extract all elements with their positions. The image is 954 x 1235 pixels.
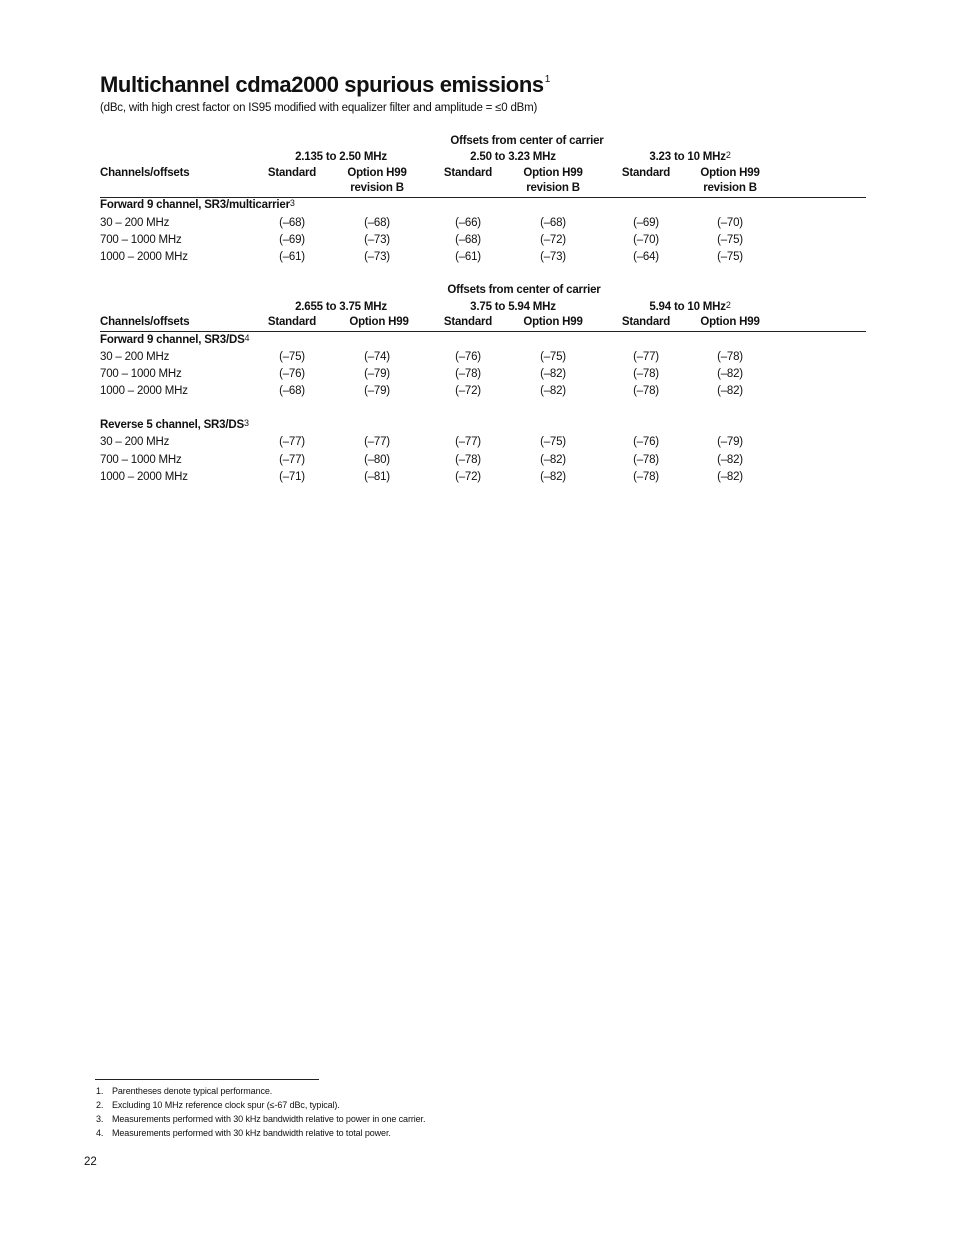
table-cell: (–61) (279, 251, 305, 263)
table2-group-header: Offsets from center of carrier (447, 284, 601, 296)
table-cell: (–69) (633, 217, 659, 229)
table-cell: (–73) (364, 251, 390, 263)
footnote-item: 2. Excluding 10 MHz reference clock spur (≤-67 dBc, typical). (96, 1100, 340, 1110)
table1-range-2: 2.50 to 3.23 MHz (470, 151, 556, 163)
table2-range-3: 5.94 to 10 MHz$^2$ (649, 300, 731, 313)
table-cell: (–68) (279, 385, 305, 397)
table-cell: (–80) (364, 453, 390, 466)
table-cell: (–82) (540, 453, 566, 466)
row-label: 700 – 1000 MHz (100, 368, 182, 380)
table-cell: (–82) (717, 471, 743, 483)
table-cell: (–82) (717, 453, 743, 466)
table-cell: (–70) (717, 217, 743, 229)
title-footnote-ref: 1 (544, 74, 550, 85)
table-cell: (–64) (633, 251, 659, 263)
table2-row-header: Channels/offsets (100, 316, 190, 328)
table1-col-option: Option H99 (700, 167, 760, 179)
row-label: 1000 – 2000 MHz (100, 251, 188, 263)
table2-col-standard: Standard (267, 316, 317, 328)
table2-range-1: 2.655 to 3.75 MHz (295, 301, 387, 313)
table1-col-option-rev: revision B (350, 182, 404, 194)
row-label: 700 – 1000 MHz (100, 453, 182, 466)
table-cell: (–78) (633, 368, 659, 380)
footnote-item: 4. Measurements performed with 30 kHz bandwidth relative to total power. (96, 1128, 391, 1138)
table-cell: (–78) (455, 368, 481, 380)
table1-col-option-rev: revision B (526, 182, 580, 194)
table-cell: (–82) (540, 385, 566, 397)
table-cell: (–82) (540, 368, 566, 380)
table-cell: (–78) (633, 453, 659, 466)
table2-col-option: Option H99 (523, 316, 583, 328)
table1-col-standard: Standard (621, 167, 671, 179)
table-cell: (–75) (279, 351, 305, 363)
table-cell: (–76) (633, 436, 659, 448)
table-cell: (–76) (455, 351, 481, 363)
table-cell: (–77) (633, 351, 659, 363)
table-cell: (–81) (364, 471, 390, 483)
table-cell: (–77) (279, 436, 305, 448)
table2-col-standard: Standard (443, 316, 493, 328)
page-subtitle: (dBc, with high crest factor on IS95 modified with equalizer filter and amplitude = ≤0 dBm) (100, 102, 538, 114)
table-cell: (–78) (633, 385, 659, 397)
table-cell: (–82) (717, 385, 743, 397)
footnote-item: 1. Parentheses denote typical performance. (96, 1086, 273, 1096)
table-cell: (–69) (279, 234, 305, 246)
table-cell: (–75) (717, 234, 743, 246)
table-cell: (–79) (717, 436, 743, 448)
table2-col-standard: Standard (621, 316, 671, 328)
table-cell: (–72) (540, 234, 566, 246)
table1-col-option: Option H99 (523, 167, 583, 179)
table-cell: (–72) (455, 471, 481, 483)
page-title: Multichannel cdma2000 spurious emissions$^1$ (100, 72, 550, 97)
table-cell: (–68) (279, 217, 305, 229)
table2-header-rule (100, 331, 866, 332)
table-cell: (–79) (364, 368, 390, 380)
table-cell: (–77) (279, 453, 305, 466)
table-cell: (–79) (364, 385, 390, 397)
table1-col-option: Option H99 (347, 167, 407, 179)
table-cell: (–77) (455, 436, 481, 448)
table2-col-option: Option H99 (349, 316, 409, 328)
footnote-item: 3. Measurements performed with 30 kHz bandwidth relative to power in one carrier. (96, 1114, 426, 1124)
table-cell: (–75) (717, 251, 743, 263)
table1-group-header: Offsets from center of carrier (450, 135, 604, 147)
table-cell: (–74) (364, 351, 390, 363)
row-label: 700 – 1000 MHz (100, 234, 182, 246)
table1-col-option-rev: revision B (703, 182, 757, 194)
table-cell: (–68) (364, 217, 390, 229)
table-cell: (–68) (540, 217, 566, 229)
row-label: 1000 – 2000 MHz (100, 471, 188, 483)
table-cell: (–66) (455, 217, 481, 229)
table-cell: (–68) (455, 234, 481, 246)
table-cell: (–75) (540, 436, 566, 448)
table2-col-option: Option H99 (700, 316, 760, 328)
table-cell: (–73) (540, 251, 566, 263)
table-cell: (–70) (633, 234, 659, 246)
table1-range-1: 2.135 to 2.50 MHz (295, 151, 387, 163)
table1-col-standard: Standard (443, 167, 493, 179)
table1-section-label: Forward 9 channel, SR3/multicarrier$^3$ (100, 198, 295, 211)
table2-range-2: 3.75 to 5.94 MHz (470, 301, 556, 313)
table-cell: (–78) (717, 351, 743, 363)
table1-col-standard: Standard (267, 167, 317, 179)
table1-range-3: 3.23 to 10 MHz$^2$ (649, 150, 731, 163)
page-number: 22 (84, 1156, 97, 1168)
table-cell: (–77) (364, 436, 390, 448)
table-cell: (–78) (455, 453, 481, 466)
table-cell: (–75) (540, 351, 566, 363)
row-label: 30 – 200 MHz (100, 436, 170, 448)
footnote-rule (95, 1079, 319, 1080)
table-cell: (–82) (540, 471, 566, 483)
table1-row-header: Channels/offsets (100, 167, 190, 179)
row-label: 1000 – 2000 MHz (100, 385, 188, 397)
table-cell: (–71) (279, 471, 305, 483)
table2-section-reverse: Reverse 5 channel, $SR3/DS^3$ (100, 418, 249, 431)
table-cell: (–61) (455, 251, 481, 263)
row-label: 30 – 200 MHz (100, 351, 170, 363)
table-cell: (–72) (455, 385, 481, 397)
table-cell: (–73) (364, 234, 390, 246)
row-label: 30 – 200 MHz (100, 217, 170, 229)
table-cell: (–78) (633, 471, 659, 483)
table-cell: (–76) (279, 368, 305, 380)
table-cell: (–82) (717, 368, 743, 380)
table2-section-forward: Forward 9 channel, $SR3/DS^4$ (100, 333, 250, 346)
